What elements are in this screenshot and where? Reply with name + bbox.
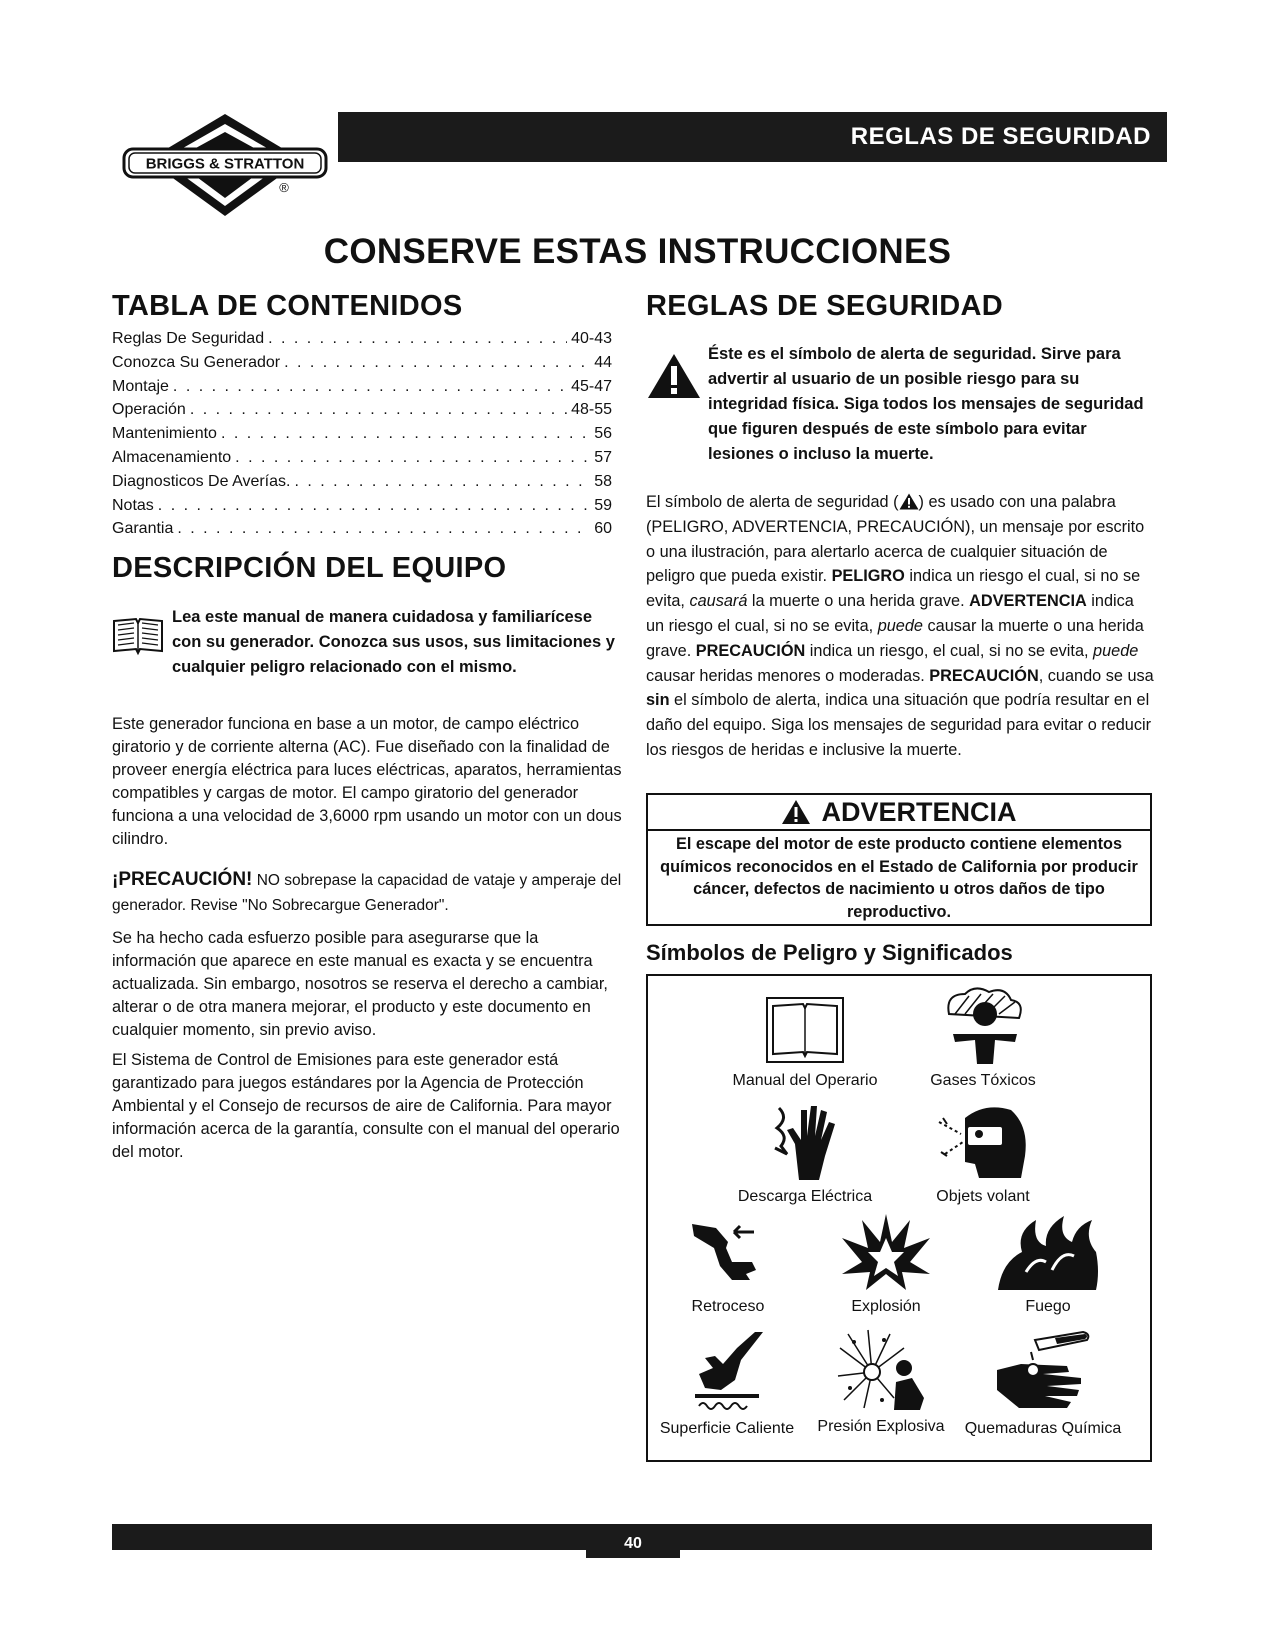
symbol-label: Fuego [1025, 1298, 1071, 1315]
signal-words-paragraph: El símbolo de alerta de seguridad ( ) es usado con una palabra (PELIGRO, ADVERTENCIA, PRECAUCIÓN), un mensaje por escrito o una ilustración, para alertarlo acerca de cualquier situación de peligro que pueda existir. PELIGRO indica un riesgo el cual, si no se evita, causará la muerte o una herida grave. ADVERTENCIA indica un riesgo el cual, si no se evita, puede causar la muerte o una herida grave. PRECAUCIÓN indica un riesgo, el cual, si no se evita, puede causar heridas menores o moderadas. PRECAUCIÓN, cuando se usa sin el símbolo de alerta, indica una situación que podría resultar en el daño del equipo. Siga los mensajes de seguridad para evitar o reducir los riesgos de heridas e inclusive la muerte. [646, 493, 1154, 759]
safety-alert-note: Éste es el símbolo de alerta de seguridad. Sirve para advertir al usuario de un posible riesgo para su integridad física. Siga todos los mensajes de seguridad que figuren después de este símbolo para evitar lesiones o incluso la muerte. [708, 345, 1144, 463]
toc-leader [173, 378, 567, 396]
toc-leader [221, 425, 590, 443]
caution-label: ¡PRECAUCIÓN! [112, 869, 253, 890]
toc-label: Diagnosticos De Averías. [112, 472, 291, 490]
toc-heading: TABLA DE CONTENIDOS [112, 290, 463, 322]
symbol-label: Manual del Operario [732, 1072, 878, 1089]
toc-entry[interactable] [112, 497, 612, 521]
toc-entry[interactable] [112, 330, 612, 354]
toc-label: Reglas De Seguridad [112, 330, 265, 347]
toc-label: Garantia [112, 520, 174, 538]
toc-page: 45-47 [571, 377, 612, 395]
symbol-manual [720, 994, 890, 1090]
toc-page: 59 [594, 496, 612, 514]
flying-objects-icon [935, 1100, 1031, 1182]
toc-page: 40-43 [571, 330, 612, 347]
symbol-label: Quemaduras Química [964, 1420, 1122, 1437]
toc-label: Operación [112, 401, 186, 419]
description-heading: DESCRIPCIÓN DEL EQUIPO [112, 552, 507, 584]
symbol-explosion [816, 1212, 956, 1316]
toc-entry[interactable] [112, 520, 612, 544]
symbol-chemical-burns [958, 1330, 1128, 1438]
warning-box [646, 793, 1152, 926]
toc-entry[interactable] [112, 449, 612, 473]
toc-leader [158, 497, 590, 515]
book-icon [110, 615, 166, 657]
warning-header [648, 795, 1150, 831]
operator-manual-icon [763, 994, 847, 1066]
accuracy-paragraph: Se ha hecho cada esfuerzo posible para asegurarse que la información que aparece en este manual es exacta y se encuentra actualizada. Sin embargo, nosotros se reserva el derecho a cambiar, alterar o de otra manera mejorar, el producto y este documento en cualquier momento, sin previo aviso. [112, 929, 608, 1039]
toc-leader [268, 330, 567, 348]
toxic-gas-icon [935, 984, 1031, 1066]
symbol-electric-shock [720, 1100, 890, 1206]
page-title: CONSERVE ESTAS INSTRUCCIONES [323, 232, 952, 271]
svg-text:BRIGGS & STRATTON: BRIGGS & STRATTON [145, 155, 305, 173]
manual-read-note: Lea este manual de manera cuidadosa y familiarícese con su generador. Conozca sus usos, sus limitaciones y cualquier peligro relacionado con el mismo. [172, 608, 615, 676]
explosion-icon [840, 1212, 932, 1292]
toc-label: Montaje [112, 377, 169, 395]
svg-text:®: ® [279, 180, 289, 195]
kickback-icon [686, 1218, 770, 1292]
symbol-kickback [658, 1218, 798, 1316]
symbol-label: Retroceso [691, 1298, 765, 1315]
section-header-bar: REGLAS DE SEGURIDAD [338, 112, 1167, 162]
toc-leader [235, 449, 590, 467]
toc-entry[interactable] [112, 401, 612, 425]
toc-label: Conozca Su Generador [112, 353, 281, 371]
toc-leader [294, 473, 590, 491]
page-number: 40 [586, 1530, 680, 1558]
generator-description: Este generador funciona en base a un motor, de campo eléctrico giratorio y de corriente alterna (AC). Fue diseñado con la finalidad de proveer energía eléctrica para luces eléctricas, aparatos, herramientas compatibles y cargas de motor. El campo giratorio del generador funciona a una velocidad de 3,6000 rpm usando un motor con un dous cilindro. [112, 715, 622, 848]
warning-alert-icon [781, 799, 811, 825]
toc-leader [177, 520, 590, 538]
hot-surface-icon [685, 1330, 769, 1414]
symbol-flying-objects [903, 1100, 1063, 1206]
toc-entry[interactable] [112, 378, 612, 402]
toc-page: 58 [594, 472, 612, 490]
symbol-toxic-gases [903, 984, 1063, 1090]
warning-text: El escape del motor de este producto contiene elementos químicos reconocidos en el Estado de California por producir cáncer, defectos de nacimiento u otros daños de tipo reproductivo. [660, 835, 1138, 921]
toc-page: 48-55 [571, 401, 612, 419]
symbol-label: Gases Tóxicos [930, 1072, 1036, 1089]
fire-icon [996, 1212, 1100, 1292]
toc-leader [190, 401, 567, 419]
toc-page: 56 [594, 425, 612, 443]
toc-entry[interactable] [112, 354, 612, 378]
toc-page: 60 [594, 520, 612, 538]
caution-paragraph [112, 867, 622, 918]
toc-label: Notas [112, 496, 154, 514]
hazard-symbols-panel [646, 974, 1152, 1462]
toc-leader [284, 354, 590, 372]
toc-page: 57 [594, 448, 612, 466]
toc-label: Almacenamiento [112, 448, 232, 466]
toc-entry[interactable] [112, 473, 612, 497]
symbols-heading: Símbolos de Peligro y Significados [646, 940, 1013, 965]
warning-title: ADVERTENCIA [821, 796, 1017, 827]
symbol-label: Superficie Caliente [659, 1420, 795, 1437]
symbol-label: Objets volant [936, 1188, 1030, 1205]
electric-shock-icon [765, 1100, 845, 1182]
symbol-hot-surface [652, 1330, 802, 1438]
safety-heading: REGLAS DE SEGURIDAD [646, 290, 1003, 322]
caution-text: NO sobrepase la capacidad de vataje y amperaje del generador. Revise "No Sobrecargue Generador". [112, 872, 622, 914]
explosive-pressure-icon [834, 1328, 928, 1412]
symbol-label: Presión Explosiva [817, 1418, 945, 1435]
briggs-stratton-logo [120, 112, 330, 224]
chemical-burns-icon [991, 1330, 1095, 1414]
symbol-fire [978, 1212, 1118, 1316]
table-of-contents [112, 330, 612, 544]
safety-alert-icon [646, 352, 702, 400]
symbol-explosive-pressure [806, 1328, 956, 1436]
toc-entry[interactable] [112, 425, 612, 449]
toc-label: Mantenimiento [112, 425, 217, 443]
inline-alert-icon [899, 493, 919, 510]
symbol-label: Descarga Eléctrica [737, 1188, 873, 1205]
symbol-label: Explosión [851, 1298, 921, 1315]
emissions-paragraph: El Sistema de Control de Emisiones para este generador está garantizado para juegos estándares por la Agencia de Protección Ambiental y el Consejo de recursos de aire de California. Para mayor información acerca de la garantía, consulte con el manual del operario del motor. [112, 1051, 620, 1161]
toc-page: 44 [594, 353, 612, 371]
